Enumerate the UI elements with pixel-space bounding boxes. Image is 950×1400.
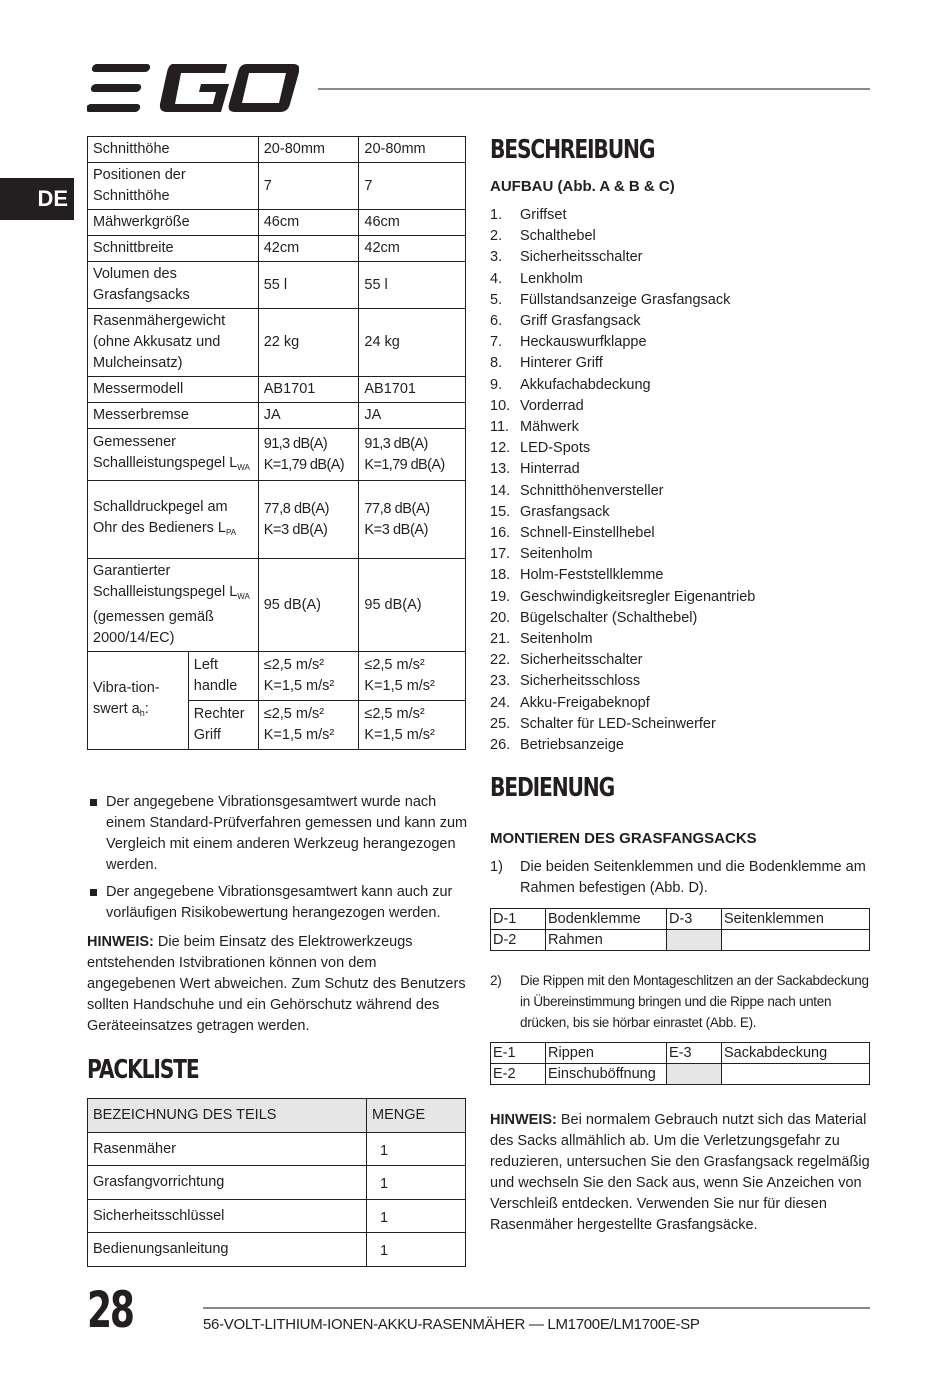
- list-item: Der angegebene Vibrationsgesamtwert wurde nach einem Standard-Prüfverfahren gemessen und kann zum Vergleich mit einem anderen Werkzeug herangezogen werden.: [88, 792, 468, 876]
- legend-value: Seitenklemmen: [722, 909, 870, 930]
- list-item: [490, 438, 755, 459]
- part-number: 5.: [490, 291, 503, 308]
- list-item: [490, 353, 755, 374]
- part-number: 12.: [490, 440, 511, 457]
- vibration-left-label: Left handle: [188, 652, 258, 701]
- part-number: 26.: [490, 737, 511, 754]
- part-label: Mähwerk: [520, 419, 579, 436]
- spec-value: 55 l: [359, 262, 466, 309]
- part-label: Lenkholm: [520, 270, 583, 287]
- ego-logo: [87, 64, 299, 114]
- part-number: 17.: [490, 546, 511, 563]
- step-text: Die Rippen mit den Montageschlitzen an der Sackabdeckung in Übereinstimmung bringen und die Rippe nach unten drücken, bis sie hörbar einrastet (Abb. E).: [520, 973, 869, 1030]
- legend-key: D-1: [491, 909, 546, 930]
- spec-label: Gemessener Schallleistungspegel $L_{WA}$: [88, 429, 259, 481]
- part-label: Akkufachabdeckung: [520, 376, 651, 393]
- spec-value: ≤2,5 m/s² K=1,5 m/s²: [359, 701, 466, 750]
- vibration-label: Vibra-tion- swert $a_h$:: [88, 652, 189, 750]
- spec-value: 46cm: [258, 210, 359, 236]
- footer-text: 56-VOLT-LITHIUM-IONEN-AKKU-RASENMÄHER — LM1700E/LM1700E-SP: [203, 1316, 700, 1333]
- spec-value: 91,3 dB(A) K=1,79 dB(A): [258, 429, 359, 481]
- page-number: 28: [87, 1281, 133, 1339]
- legend-empty: [722, 1064, 870, 1085]
- legend-empty: [722, 930, 870, 951]
- part-qty: 1: [367, 1132, 466, 1166]
- part-number: 6.: [490, 313, 503, 330]
- legend-value: Sackabdeckung: [722, 1043, 870, 1064]
- spec-value: 46cm: [359, 210, 466, 236]
- beschreibung-title: BESCHREIBUNG: [490, 135, 655, 165]
- table-row: [88, 1233, 466, 1267]
- spec-table: [87, 136, 466, 750]
- legend-value: Einschuböffnung: [546, 1064, 667, 1085]
- part-number: 8.: [490, 355, 503, 372]
- table-row: [88, 403, 466, 429]
- legend-key: E-3: [667, 1043, 722, 1064]
- legend-value: Bodenklemme: [546, 909, 667, 930]
- spec-value: ≤2,5 m/s² K=1,5 m/s²: [359, 652, 466, 701]
- table-row: [88, 429, 466, 481]
- spec-value: 55 l: [258, 262, 359, 309]
- part-number: 3.: [490, 249, 503, 266]
- note-vibration: HINWEIS: Die beim Einsatz des Elektrowerkzeugs entstehenden Istvibrationen können von dem angegebenen Wert abweichen. Zum Schutz des Benutzers sollten Handschuhe und ein Gehörschutz während des Geräteeinsatzes getragen werden.: [87, 934, 466, 1034]
- spec-label: Messermodell: [88, 377, 259, 403]
- part-qty: 1: [367, 1233, 466, 1267]
- part-number: 15.: [490, 503, 511, 520]
- legend-empty: [667, 930, 722, 951]
- part-number: 4.: [490, 270, 503, 287]
- part-label: Sicherheitsschalter: [520, 652, 643, 669]
- note-grasfangsack: HINWEIS: Bei normalem Gebrauch nutzt sich das Material des Sacks allmählich ab. Um die Verletzungsgefahr zu reduzieren, untersuchen Sie den Grasfangsack regelmäßig und wechseln Sie den Sack aus, wenn Sie Anzeichen von Verschleiß entdecken. Verwenden Sie nur für diesen Rasenmäher hergestellte Grasfangsäcke.: [490, 1112, 870, 1233]
- part-label: Hinterrad: [520, 461, 580, 478]
- list-item: [490, 650, 755, 671]
- part-number: 19.: [490, 588, 511, 605]
- list-item: [490, 693, 755, 714]
- spec-value: 77,8 dB(A) K=3 dB(A): [359, 481, 466, 559]
- list-item: [490, 735, 755, 756]
- spec-value: 22 kg: [258, 309, 359, 377]
- spec-value: AB1701: [359, 377, 466, 403]
- part-label: Akku-Freigabeknopf: [520, 694, 650, 711]
- part-label: Hinterer Griff: [520, 355, 603, 372]
- packliste-title: PACKLISTE: [87, 1055, 199, 1085]
- list-item: [490, 311, 755, 332]
- table-row: [88, 163, 466, 210]
- part-number: 25.: [490, 715, 511, 732]
- table-row: [88, 559, 466, 652]
- part-label: Holm-Feststellklemme: [520, 567, 664, 584]
- legend-key: D-2: [491, 930, 546, 951]
- vibration-bullets: [88, 792, 468, 930]
- legend-key: D-3: [667, 909, 722, 930]
- spec-value: 91,3 dB(A) K=1,79 dB(A): [359, 429, 466, 481]
- legend-empty: [667, 1064, 722, 1085]
- list-item: [490, 565, 755, 586]
- spec-label: Schnittbreite: [88, 236, 259, 262]
- aufbau-subtitle: AUFBAU (Abb. A & B & C): [490, 178, 675, 195]
- part-number: 20.: [490, 609, 511, 626]
- part-number: 18.: [490, 567, 511, 584]
- part-name: Sicherheitsschlüssel: [88, 1199, 367, 1233]
- table-header-row: [88, 1099, 466, 1133]
- step-number: 1): [490, 859, 503, 875]
- bedienung-title: BEDIENUNG: [490, 773, 615, 803]
- step-1: [490, 857, 872, 899]
- part-label: LED-Spots: [520, 440, 591, 457]
- column-header: MENGE: [367, 1099, 466, 1133]
- vibration-right-label: Rechter Griff: [188, 701, 258, 750]
- part-label: Sicherheitsschalter: [520, 249, 643, 266]
- part-number: 1.: [490, 207, 503, 223]
- list-item: [490, 587, 755, 608]
- spec-value: JA: [258, 403, 359, 429]
- table-row: [88, 1199, 466, 1233]
- part-label: Grasfangsack: [520, 503, 610, 520]
- part-label: Schnitthöhenversteller: [520, 482, 664, 499]
- list-item: [490, 608, 755, 629]
- table-row: [88, 1132, 466, 1166]
- part-number: 11.: [490, 419, 510, 436]
- part-label: Schalter für LED-Scheinwerfer: [520, 715, 716, 732]
- part-number: 23.: [490, 673, 511, 690]
- spec-value: 42cm: [258, 236, 359, 262]
- spec-value: AB1701: [258, 377, 359, 403]
- spec-label: Schnitthöhe: [88, 137, 259, 163]
- list-item: [490, 375, 755, 396]
- table-row: [491, 909, 870, 930]
- part-label: Seitenholm: [520, 546, 593, 563]
- spec-value: 7: [359, 163, 466, 210]
- list-item: [490, 714, 755, 735]
- spec-value: ≤2,5 m/s² K=1,5 m/s²: [258, 701, 359, 750]
- part-label: Bügelschalter (Schalthebel): [520, 609, 698, 626]
- list-item: [490, 332, 755, 353]
- column-header: BEZEICHNUNG DES TEILS: [88, 1099, 367, 1133]
- table-row: [88, 236, 466, 262]
- part-number: 16.: [490, 525, 511, 542]
- packliste-table: [87, 1098, 466, 1267]
- part-number: 24.: [490, 694, 511, 711]
- part-label: Seitenholm: [520, 631, 593, 648]
- list-item: [490, 544, 755, 565]
- language-tab: DE: [0, 178, 74, 220]
- table-row: [491, 1043, 870, 1064]
- part-label: Füllstandsanzeige Grasfangsack: [520, 291, 731, 308]
- parts-list: [490, 205, 755, 756]
- legend-value: Rahmen: [546, 930, 667, 951]
- part-label: Geschwindigkeitsregler Eigenantrieb: [520, 588, 756, 605]
- step-text: Die beiden Seitenklemmen und die Bodenklemme am Rahmen befestigen (Abb. D).: [520, 859, 866, 896]
- spec-value: 77,8 dB(A) K=3 dB(A): [258, 481, 359, 559]
- spec-value: 7: [258, 163, 359, 210]
- spec-value: 24 kg: [359, 309, 466, 377]
- spec-label: Rasenmähergewicht (ohne Akkusatz und Mulcheinsatz): [88, 309, 259, 377]
- part-name: Rasenmäher: [88, 1132, 367, 1166]
- part-number: 21.: [490, 631, 511, 648]
- table-row: [491, 930, 870, 951]
- list-item: [490, 502, 755, 523]
- table-row: [88, 137, 466, 163]
- legend-value: Rippen: [546, 1043, 667, 1064]
- legend-d: [490, 908, 870, 951]
- legend-e: [490, 1042, 870, 1085]
- part-label: Heckauswurfklappe: [520, 334, 647, 351]
- part-number: 2.: [490, 228, 503, 245]
- part-label: Vorderrad: [520, 397, 584, 414]
- table-row: [88, 377, 466, 403]
- table-row: [88, 262, 466, 309]
- part-number: 9.: [490, 376, 503, 393]
- list-item: Der angegebene Vibrationsgesamtwert kann auch zur vorläufigen Risikobewertung herangezogen werden.: [88, 882, 468, 924]
- spec-label: Garantierter Schallleistungspegel $L_{WA}$ (gemessen gemäß 2000/14/EC): [88, 559, 259, 652]
- part-number: 22.: [490, 652, 511, 669]
- list-item: [490, 671, 755, 692]
- list-item: [490, 481, 755, 502]
- part-number: 13.: [490, 461, 511, 478]
- list-item: [490, 629, 755, 650]
- part-qty: 1: [367, 1199, 466, 1233]
- list-item: [490, 459, 755, 480]
- table-row: [88, 652, 466, 701]
- part-qty: 1: [367, 1166, 466, 1200]
- part-label: Schalthebel: [520, 228, 596, 245]
- step-number: 2): [490, 973, 502, 988]
- spec-label: Volumen des Grasfangsacks: [88, 262, 259, 309]
- list-item: [490, 269, 755, 290]
- part-name: Grasfangvorrichtung: [88, 1166, 367, 1200]
- part-label: Sicherheitsschloss: [520, 673, 641, 690]
- part-label: Griffset: [520, 207, 567, 223]
- step-2: [490, 970, 872, 1033]
- spec-value: 42cm: [359, 236, 466, 262]
- table-row: [88, 1166, 466, 1200]
- spec-value: 95 dB(A): [258, 559, 359, 652]
- part-number: 10.: [490, 397, 511, 414]
- legend-key: E-2: [491, 1064, 546, 1085]
- table-row: [491, 1064, 870, 1085]
- list-item: [490, 247, 755, 268]
- spec-label: Mähwerkgröße: [88, 210, 259, 236]
- list-item: [490, 523, 755, 544]
- spec-value: 20-80mm: [359, 137, 466, 163]
- list-item: [490, 226, 755, 247]
- table-row: [88, 309, 466, 377]
- part-label: Betriebsanzeige: [520, 737, 624, 754]
- spec-label: Positionen der Schnitthöhe: [88, 163, 259, 210]
- part-label: Schnell-Einstellhebel: [520, 525, 655, 542]
- spec-value: JA: [359, 403, 466, 429]
- footer-rule: [203, 1307, 870, 1309]
- spec-value: ≤2,5 m/s² K=1,5 m/s²: [258, 652, 359, 701]
- spec-label: Messerbremse: [88, 403, 259, 429]
- part-label: Griff Grasfangsack: [520, 313, 641, 330]
- spec-label: Schalldruckpegel am Ohr des Bedieners $L_{PA}$: [88, 481, 259, 559]
- list-item: [490, 205, 755, 226]
- table-row: [88, 210, 466, 236]
- legend-key: E-1: [491, 1043, 546, 1064]
- list-item: [490, 417, 755, 438]
- list-item: [490, 290, 755, 311]
- table-row: [88, 481, 466, 559]
- part-name: Bedienungsanleitung: [88, 1233, 367, 1267]
- part-number: 14.: [490, 482, 511, 499]
- montieren-subtitle: MONTIEREN DES GRASFANGSACKS: [490, 830, 757, 847]
- spec-value: 20-80mm: [258, 137, 359, 163]
- header-rule: [318, 88, 870, 90]
- list-item: [490, 396, 755, 417]
- spec-value: 95 dB(A): [359, 559, 466, 652]
- part-number: 7.: [490, 334, 503, 351]
